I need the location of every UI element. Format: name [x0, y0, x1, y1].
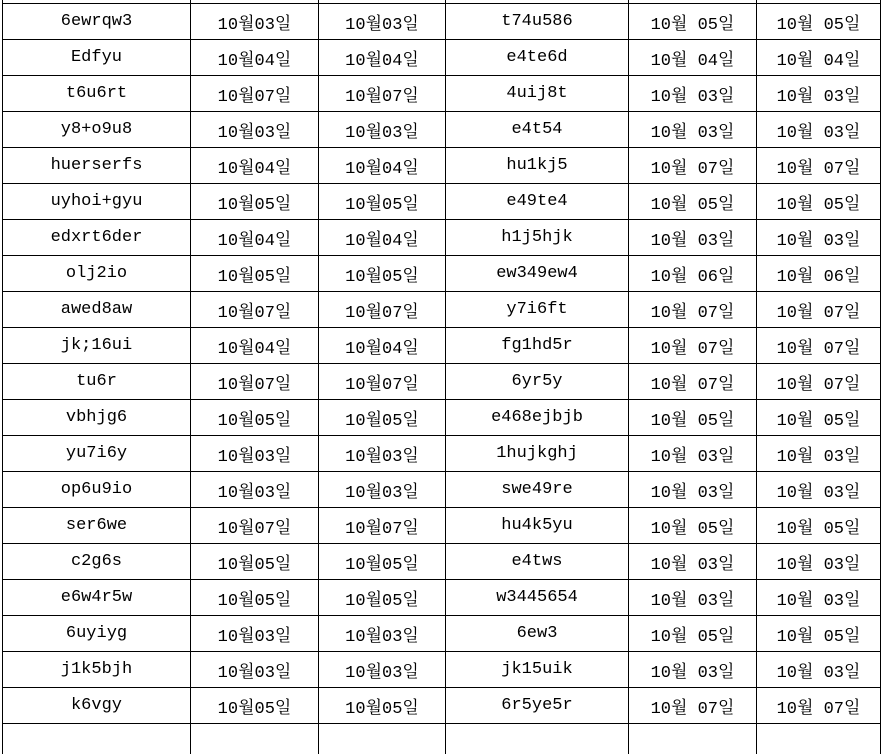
table-cell-date[interactable]: 10월05일 [319, 544, 446, 580]
table-cell-name[interactable]: h1j5hjk [446, 220, 629, 256]
table-cell-date[interactable]: 10월05일 [319, 256, 446, 292]
table-cell-date[interactable]: 10월 05일 [629, 4, 757, 40]
table-row [3, 364, 881, 400]
table-cell-date[interactable]: 10월07일 [319, 508, 446, 544]
table-cell-name[interactable]: jk;16ui [3, 328, 191, 364]
table-cell-date[interactable]: 10월 05일 [629, 508, 757, 544]
table-cell-name[interactable]: t74u586 [446, 4, 629, 40]
table-cell-date[interactable]: 10월05일 [191, 688, 319, 724]
table-cell-date[interactable]: 10월05일 [191, 544, 319, 580]
table-cell-name[interactable]: jk15uik [446, 652, 629, 688]
table-cell-date[interactable]: 10월 03일 [629, 472, 757, 508]
table-cell-date[interactable]: 10월 04일 [757, 40, 881, 76]
table-row [3, 328, 881, 364]
table-cell-name[interactable]: 6yr5y [446, 364, 629, 400]
table-cell-date[interactable]: 10월04일 [319, 40, 446, 76]
table-cell-date[interactable]: 10월 05일 [757, 508, 881, 544]
table-cell-date[interactable]: 10월04일 [319, 148, 446, 184]
table-cell-date[interactable]: 10월03일 [191, 436, 319, 472]
table-cell[interactable] [3, 724, 191, 754]
table-cell-date[interactable]: 10월03일 [319, 652, 446, 688]
table-cell-date[interactable]: 10월 05일 [757, 400, 881, 436]
table-cell-name[interactable]: vbhjg6 [3, 400, 191, 436]
table-cell-name[interactable]: 1hujkghj [446, 436, 629, 472]
table-cell-name[interactable]: ew349ew4 [446, 256, 629, 292]
table-cell-name[interactable]: j1k5bjh [3, 652, 191, 688]
table-cell-date[interactable]: 10월 07일 [629, 292, 757, 328]
table-cell-name[interactable]: swe49re [446, 472, 629, 508]
table-cell-name[interactable]: e4t54 [446, 112, 629, 148]
table-body [3, 0, 881, 754]
table-cell-date[interactable]: 10월05일 [319, 184, 446, 220]
table-row [3, 76, 881, 112]
table-cell-date[interactable]: 10월03일 [319, 616, 446, 652]
table-row [3, 472, 881, 508]
table-cell-date[interactable]: 10월03일 [319, 112, 446, 148]
table-row [3, 688, 881, 724]
table-cell-name[interactable]: huerserfs [3, 148, 191, 184]
table-cell-name[interactable]: 6uyiyg [3, 616, 191, 652]
table-cell-date[interactable]: 10월04일 [191, 328, 319, 364]
table-row [3, 508, 881, 544]
table-cell-name[interactable]: k6vgy [3, 688, 191, 724]
table-cell-name[interactable]: e468ejbjb [446, 400, 629, 436]
table-cell-date[interactable]: 10월07일 [319, 76, 446, 112]
table-cell-date[interactable]: 10월04일 [319, 220, 446, 256]
data-table [2, 0, 881, 754]
spreadsheet-viewport [2, 0, 881, 754]
table-cell-date[interactable]: 10월 03일 [757, 544, 881, 580]
table-cell-date[interactable]: 10월07일 [319, 292, 446, 328]
table-cell-date[interactable]: 10월 07일 [629, 148, 757, 184]
table-row [3, 256, 881, 292]
table-cell-name[interactable]: c2g6s [3, 544, 191, 580]
table-row [3, 148, 881, 184]
table-row [3, 40, 881, 76]
table-cell-date[interactable]: 10월05일 [319, 688, 446, 724]
table-row [3, 4, 881, 40]
table-cell-date[interactable]: 10월 07일 [629, 364, 757, 400]
table-cell-name[interactable]: Edfyu [3, 40, 191, 76]
table-cell-date[interactable]: 10월05일 [319, 400, 446, 436]
table-cell-date[interactable]: 10월04일 [319, 328, 446, 364]
table-cell-name[interactable]: awed8aw [3, 292, 191, 328]
table-cell-date[interactable]: 10월 03일 [757, 580, 881, 616]
table-cell-date[interactable]: 10월 03일 [757, 112, 881, 148]
table-cell[interactable] [446, 724, 629, 754]
table-cell-date[interactable]: 10월 05일 [757, 616, 881, 652]
table-cell-date[interactable]: 10월 07일 [757, 292, 881, 328]
table-cell-name[interactable]: y8+o9u8 [3, 112, 191, 148]
table-cell-date[interactable]: 10월 03일 [629, 112, 757, 148]
table-cell-name[interactable]: e6w4r5w [3, 580, 191, 616]
table-cell-date[interactable]: 10월 03일 [629, 580, 757, 616]
table-cell-name[interactable]: 6ewrqw3 [3, 4, 191, 40]
table-cell-date[interactable]: 10월 07일 [757, 688, 881, 724]
table-cell-date[interactable]: 10월 05일 [757, 4, 881, 40]
table-cell-date[interactable]: 10월 07일 [757, 148, 881, 184]
table-row [3, 112, 881, 148]
table-row [3, 184, 881, 220]
table-cell-name[interactable]: t6u6rt [3, 76, 191, 112]
table-cell-date[interactable]: 10월03일 [319, 4, 446, 40]
table-cell-date[interactable]: 10월 03일 [629, 220, 757, 256]
table-cell-date[interactable]: 10월07일 [191, 364, 319, 400]
table-cell-name[interactable]: hu1kj5 [446, 148, 629, 184]
table-cell-date[interactable]: 10월03일 [319, 472, 446, 508]
table-cell-date[interactable]: 10월04일 [191, 148, 319, 184]
table-cell-date[interactable]: 10월 03일 [757, 220, 881, 256]
table-cell-name[interactable]: edxrt6der [3, 220, 191, 256]
table-cell-date[interactable]: 10월03일 [319, 436, 446, 472]
table-cell-date[interactable]: 10월 05일 [629, 616, 757, 652]
table-cell-name[interactable]: hu4k5yu [446, 508, 629, 544]
table-cell-date[interactable]: 10월07일 [319, 364, 446, 400]
table-cell-date[interactable]: 10월05일 [319, 580, 446, 616]
table-row [3, 292, 881, 328]
table-cell-date[interactable]: 10월 03일 [629, 652, 757, 688]
table-cell-date[interactable]: 10월05일 [191, 400, 319, 436]
table-cell-date[interactable]: 10월 03일 [629, 436, 757, 472]
table-cell-name[interactable]: 6ew3 [446, 616, 629, 652]
table-row [3, 400, 881, 436]
table-cell-date[interactable]: 10월 03일 [629, 544, 757, 580]
table-cell-date[interactable]: 10월 03일 [629, 76, 757, 112]
table-cell-name[interactable]: y7i6ft [446, 292, 629, 328]
table-cell-date[interactable]: 10월05일 [191, 184, 319, 220]
table-cell-name[interactable]: fg1hd5r [446, 328, 629, 364]
table-row [3, 580, 881, 616]
table-cell-date[interactable]: 10월07일 [191, 76, 319, 112]
table-cell-date[interactable]: 10월07일 [191, 292, 319, 328]
table-cell-date[interactable]: 10월 07일 [757, 328, 881, 364]
table-cell-date[interactable]: 10월07일 [191, 508, 319, 544]
table-cell[interactable] [629, 724, 757, 754]
table-cell-name[interactable]: 4uij8t [446, 76, 629, 112]
table-cell-date[interactable]: 10월 04일 [629, 40, 757, 76]
table-cell-date[interactable]: 10월 07일 [629, 688, 757, 724]
table-cell-date[interactable]: 10월03일 [191, 472, 319, 508]
table-cell-date[interactable]: 10월04일 [191, 220, 319, 256]
table-cell-name[interactable]: uyhoi+gyu [3, 184, 191, 220]
table-cell-date[interactable]: 10월 06일 [629, 256, 757, 292]
table-cell-date[interactable]: 10월 05일 [629, 184, 757, 220]
table-cell-date[interactable]: 10월03일 [191, 4, 319, 40]
table-cell-date[interactable]: 10월 03일 [757, 472, 881, 508]
table-cell-name[interactable]: 6r5ye5r [446, 688, 629, 724]
table-cell[interactable] [319, 724, 446, 754]
table-row [3, 652, 881, 688]
table-cell-name[interactable]: olj2io [3, 256, 191, 292]
table-cell-date[interactable]: 10월 05일 [629, 400, 757, 436]
table-cell-date[interactable]: 10월04일 [191, 40, 319, 76]
table-cell-date[interactable]: 10월 06일 [757, 256, 881, 292]
table-cell-name[interactable]: e4te6d [446, 40, 629, 76]
table-cell-date[interactable]: 10월 07일 [629, 328, 757, 364]
table-cell-date[interactable]: 10월 07일 [757, 364, 881, 400]
table-cell-date[interactable]: 10월 03일 [757, 436, 881, 472]
table-row [3, 616, 881, 652]
table-row [3, 220, 881, 256]
table-cell-date[interactable]: 10월 03일 [757, 652, 881, 688]
table-cell-date[interactable]: 10월03일 [191, 652, 319, 688]
table-cell-name[interactable]: yu7i6y [3, 436, 191, 472]
table-cell-date[interactable]: 10월03일 [191, 112, 319, 148]
table-cell-name[interactable]: w3445654 [446, 580, 629, 616]
table-cell-date[interactable]: 10월05일 [191, 256, 319, 292]
table-cell-date[interactable]: 10월03일 [191, 616, 319, 652]
table-cell-date[interactable]: 10월05일 [191, 580, 319, 616]
table-row [3, 436, 881, 472]
table-cell-date[interactable]: 10월 03일 [757, 76, 881, 112]
table-row [3, 544, 881, 580]
partial-row-bottom [3, 724, 881, 754]
table-cell-name[interactable]: ser6we [3, 508, 191, 544]
table-cell[interactable] [757, 724, 881, 754]
table-cell-name[interactable]: e49te4 [446, 184, 629, 220]
table-cell[interactable] [191, 724, 319, 754]
table-cell-name[interactable]: tu6r [3, 364, 191, 400]
table-cell-name[interactable]: e4tws [446, 544, 629, 580]
table-cell-date[interactable]: 10월 05일 [757, 184, 881, 220]
table-cell-name[interactable]: op6u9io [3, 472, 191, 508]
